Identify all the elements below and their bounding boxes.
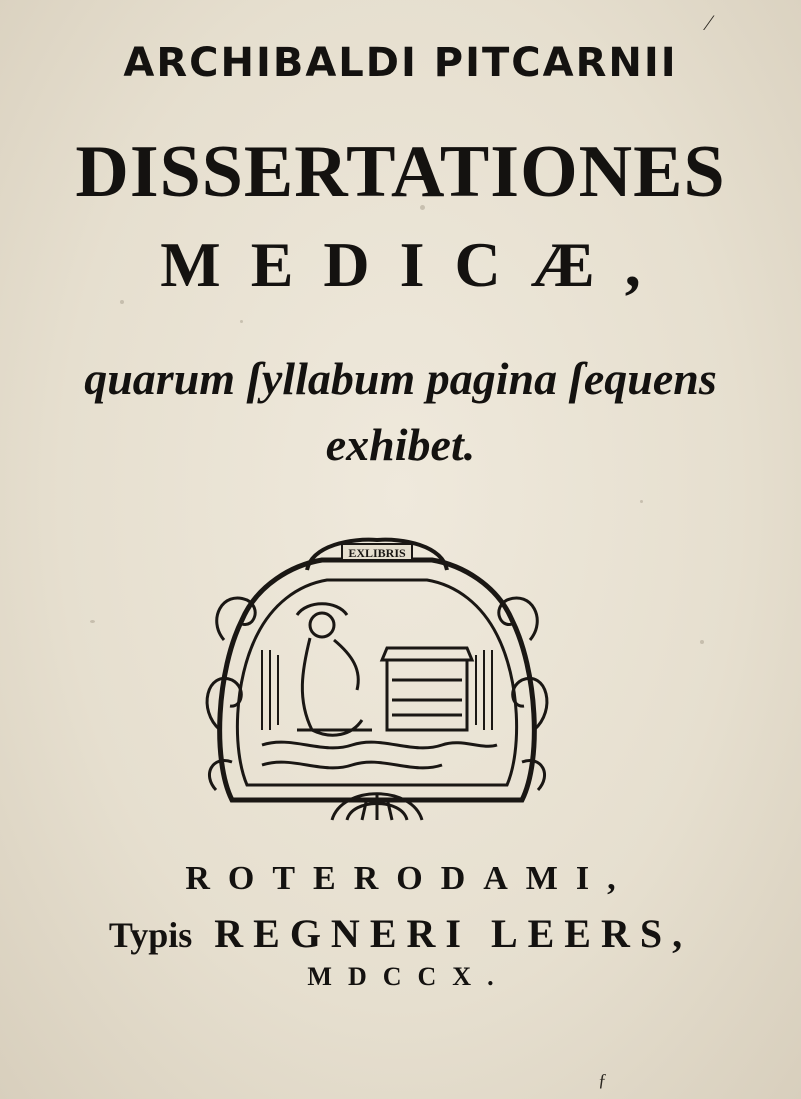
description-line-1: quarum ſyllabum pagina ſequens xyxy=(84,353,717,404)
imprint-year: MDCCX. xyxy=(307,962,510,991)
paper-speck xyxy=(640,500,643,503)
ink-mark: ƒ xyxy=(598,1070,607,1090)
printers-ornament-icon xyxy=(202,530,552,830)
paper-speck xyxy=(240,320,243,323)
printer-prefix: Typis xyxy=(108,915,193,955)
imprint-printer xyxy=(0,910,801,957)
book-subtitle: MEDICÆ, xyxy=(160,229,671,300)
paper-speck xyxy=(700,640,704,644)
vignette-banner-text: EXLIBRIS xyxy=(348,546,406,560)
description-line-2: exhibet. xyxy=(325,419,476,470)
book-title: DISSERTATIONES xyxy=(75,131,726,213)
paper-speck xyxy=(90,620,95,623)
imprint-place: ROTERODAMI, xyxy=(185,860,634,897)
ink-mark: ⁄ xyxy=(707,10,711,35)
author-name: ARCHIBALDI PITCARNII xyxy=(123,40,678,86)
printer-name: REGNERI LEERS, xyxy=(214,911,693,956)
